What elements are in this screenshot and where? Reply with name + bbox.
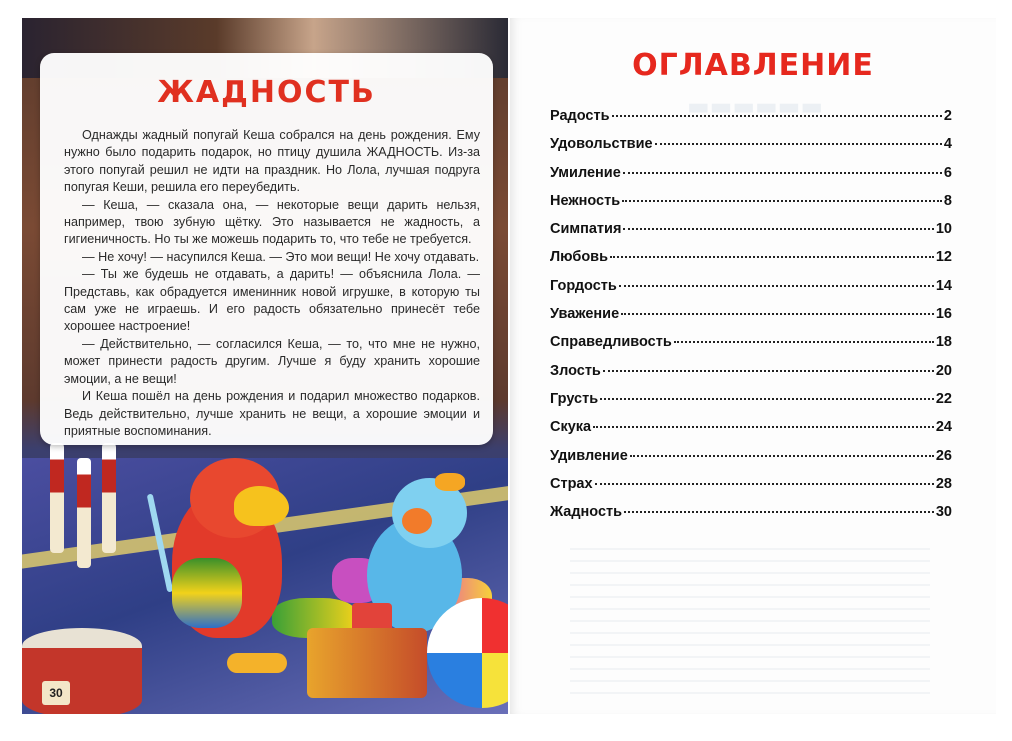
story-paragraph: — Не хочу! — насупился Кеша. — Это мои вещи! Не хочу отдавать. [82, 249, 480, 264]
toc-entry-label: Страх [550, 475, 593, 492]
toc-entry-label: Жадность [550, 504, 623, 521]
toc-leader-dots [623, 162, 942, 174]
story-card [40, 53, 493, 445]
right-page [510, 18, 996, 714]
toc-leader-dots [674, 331, 934, 343]
toc-leader-dots [622, 190, 942, 202]
toc-entry[interactable] [550, 391, 952, 419]
toc-entry-label: Гордость [550, 277, 617, 294]
toc-entry-page: 28 [935, 475, 952, 492]
toc-entry-label: Справедливость [550, 334, 672, 351]
story-paragraph: Однажды жадный попугай Кеша собрался на день рождения. Ему нужно было подарить подарок, но птицу душила ЖАДНОСТЬ. Из-за этого попугай решил не идти на праздник. Но Лола, лучшая подруга попугая Кеши, решила его переубедить. [64, 128, 480, 195]
toc-leader-dots [655, 133, 942, 145]
parrot-lola-bow [435, 473, 465, 491]
toc-entry[interactable] [550, 249, 952, 277]
toc-entry[interactable] [550, 108, 952, 136]
toc-leader-dots [593, 416, 934, 428]
toc-leader-dots [630, 445, 934, 457]
toc-entry[interactable] [550, 278, 952, 306]
toc-entry-label: Любовь [550, 249, 609, 266]
toc-leader-dots [600, 388, 934, 400]
toc-entry-label: Симпатия [550, 221, 622, 238]
toc-entry-label: Уважение [550, 306, 620, 323]
toc-entry-page: 10 [935, 221, 952, 238]
toc-entry-page: 14 [935, 277, 952, 294]
toc-leader-dots [610, 246, 934, 258]
toc-entry-label: Удовольствие [550, 136, 653, 153]
toc-leader-dots [612, 105, 942, 117]
parrot-kesha-beak [234, 486, 289, 526]
toc-entry-page: 16 [935, 306, 952, 323]
toc-entry[interactable] [550, 221, 952, 249]
parrot-lola-beak [402, 508, 432, 534]
toc-entry-page: 24 [935, 419, 952, 436]
toc-entry-page: 12 [935, 249, 952, 266]
toc-entry-label: Злость [550, 362, 601, 379]
toc-entry[interactable] [550, 165, 952, 193]
toc-entry[interactable] [550, 476, 952, 504]
toc-entry-page: 26 [935, 447, 952, 464]
toc-entry[interactable] [550, 136, 952, 164]
story-text [64, 127, 480, 440]
toy-drum [22, 628, 142, 714]
toc-entry[interactable] [550, 193, 952, 221]
toc-leader-dots [619, 275, 934, 287]
story-paragraph: — Кеша, — сказала она, — некоторые вещи дарить нельзя, например, твою зубную щётку. Это называется не жадность, а гигиеничность. Но ты же можешь подарить то, что тебе не требуется. [64, 197, 480, 247]
toc-entry[interactable] [550, 334, 952, 362]
toc-entry-page: 30 [935, 504, 952, 521]
toc-entry-label: Удивление [550, 447, 628, 464]
page-number: 30 [42, 681, 70, 705]
parrot-kesha-wing [172, 558, 242, 628]
toc-entry-page: 8 [943, 192, 952, 209]
toc-entry-page: 2 [943, 108, 952, 124]
toc-title: ОГЛАВЛЕНИЕ [632, 48, 874, 83]
toc-entry[interactable] [550, 419, 952, 447]
toy-soldier [102, 443, 116, 553]
toc-entry-label: Умиление [550, 164, 621, 181]
show-through-text: ▬▬▬▬▬▬ [686, 96, 824, 124]
parrot-kesha-feet [227, 653, 287, 673]
toc-entry-page: 22 [935, 390, 952, 407]
toc-entry[interactable] [550, 448, 952, 476]
toy-soldier [50, 443, 64, 553]
toc-entry-label: Грусть [550, 390, 599, 407]
toc-leader-dots [623, 218, 933, 230]
toc-leader-dots [624, 501, 934, 513]
table-of-contents [550, 108, 952, 532]
show-through-lines [570, 538, 930, 698]
toc-entry-label: Радость [550, 108, 610, 124]
toc-entry-label: Нежность [550, 192, 621, 209]
toc-entry[interactable] [550, 306, 952, 334]
toc-leader-dots [603, 360, 934, 372]
left-page [22, 18, 508, 714]
toc-entry-page: 4 [943, 136, 952, 153]
toy-soldier [77, 458, 91, 568]
toc-entry[interactable] [550, 504, 952, 532]
toc-entry-page: 18 [935, 334, 952, 351]
story-paragraph: — Ты же будешь не отдавать, а дарить! — объяснила Лола. — Представь, как обрадуется именинник новой игрушке, в которую ты сам уже не играешь. И его радость обязательно принесёт тебе хорошее настроение! [64, 267, 480, 334]
toc-leader-dots [621, 303, 934, 315]
toc-entry-label: Скука [550, 419, 592, 436]
toc-leader-dots [595, 473, 934, 485]
story-paragraph: — Действительно, — согласился Кеша, — то, что мне не нужно, может принести радость другим. Лучше я буду хранить хорошие эмоции, а не вещи! [64, 336, 480, 386]
toy-train [307, 628, 427, 698]
toc-entry-page: 6 [943, 164, 952, 181]
toc-entry-page: 20 [935, 362, 952, 379]
story-paragraph: И Кеша пошёл на день рождения и подарил множество подарков. Ведь действительно, лучше хранить не вещи, а хорошие эмоции и приятные воспоминания. [64, 389, 480, 438]
toc-entry[interactable] [550, 363, 952, 391]
story-title: ЖАДНОСТЬ [157, 75, 376, 110]
